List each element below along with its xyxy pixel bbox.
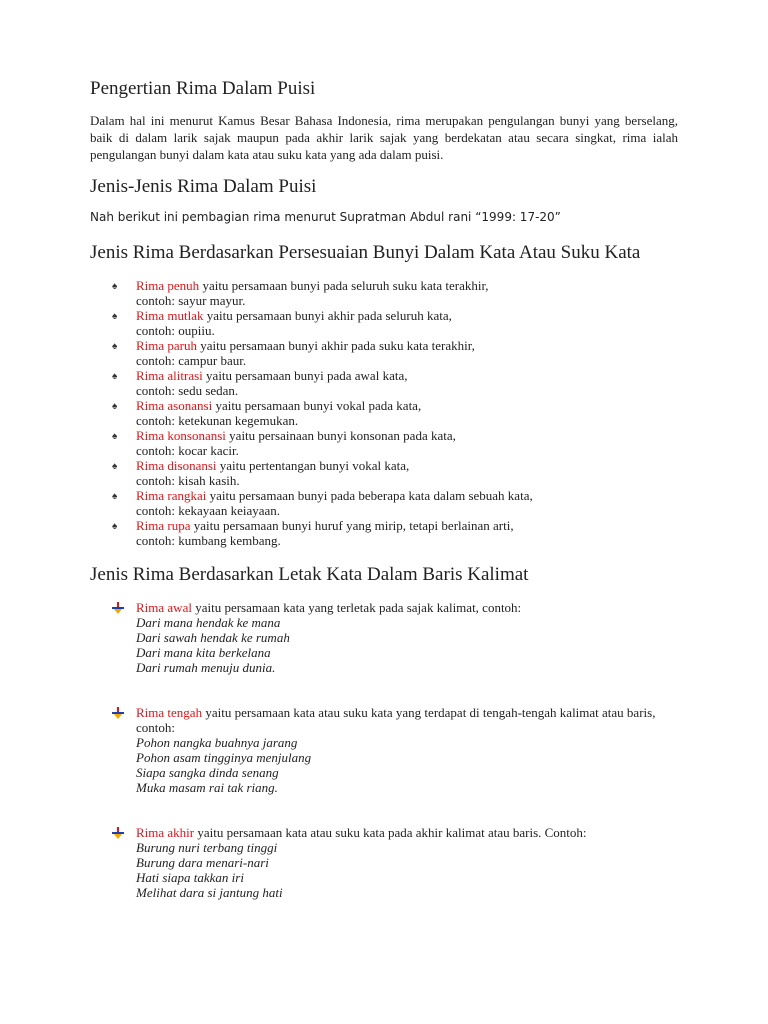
list-item bbox=[112, 458, 672, 488]
list-item bbox=[112, 278, 672, 308]
list-item bbox=[112, 398, 672, 428]
arrow-down-icon bbox=[112, 602, 124, 614]
poem-line: Pohon nangka buahnya jarang bbox=[136, 735, 298, 750]
desc: yaitu persamaan bunyi akhir pada suku kata terakhir, bbox=[197, 338, 475, 353]
term: Rima awal bbox=[136, 600, 192, 615]
example: contoh: sayur mayur. bbox=[136, 293, 246, 308]
example: contoh: sedu sedan. bbox=[136, 383, 239, 398]
intro-paragraph: Dalam hal ini menurut Kamus Besar Bahasa Indonesia, rima merupakan pengulangan bunyi yang berselang, baik di dalam larik sajak maupun pada akhir larik sajak yang berdekatan atau secara singkat, rima ialah pengulangan bunyi dalam kata atau suku kata yang ada dalam puisi. bbox=[90, 113, 678, 162]
desc: yaitu persamaan bunyi pada awal kata, bbox=[202, 368, 408, 383]
term: Rima penuh bbox=[136, 278, 200, 293]
spade-icon: ♠ bbox=[112, 341, 118, 352]
desc: yaitu persainaan bunyi konsonan pada kata, bbox=[225, 428, 456, 443]
term: Rima disonansi bbox=[136, 458, 217, 473]
spade-icon: ♠ bbox=[112, 431, 118, 442]
example: contoh: oupiiu. bbox=[136, 323, 215, 338]
example: contoh: ketekunan kegemukan. bbox=[136, 413, 299, 428]
term: Rima akhir bbox=[136, 825, 195, 840]
list-item bbox=[112, 428, 672, 458]
poem-line: Melihat dara si jantung hati bbox=[136, 885, 283, 900]
bunyi-list bbox=[112, 278, 672, 548]
list-item bbox=[112, 825, 672, 900]
list-item bbox=[112, 488, 672, 518]
arrow-down-icon bbox=[112, 707, 124, 719]
source-line: Nah berikut ini pembagian rima menurut Supratman Abdul rani “1999: 17-20” bbox=[90, 210, 561, 224]
example: contoh: kisah kasih. bbox=[136, 473, 240, 488]
desc: yaitu persamaan kata atau suku kata pada akhir kalimat atau baris. Contoh: bbox=[194, 825, 587, 840]
term: Rima tengah bbox=[136, 705, 203, 720]
example: contoh: kumbang kembang. bbox=[136, 533, 281, 548]
term: Rima asonansi bbox=[136, 398, 213, 413]
poem-line: Burung dara menari-nari bbox=[136, 855, 269, 870]
poem-line: Pohon asam tingginya menjulang bbox=[136, 750, 312, 765]
poem-line: Dari rumah menuju dunia. bbox=[136, 660, 276, 675]
term: Rima paruh bbox=[136, 338, 198, 353]
term: Rima mutlak bbox=[136, 308, 204, 323]
desc: yaitu persamaan kata yang terletak pada sajak kalimat, contoh: bbox=[191, 600, 522, 615]
list-item bbox=[112, 705, 672, 795]
spade-icon: ♠ bbox=[112, 371, 118, 382]
list-item bbox=[112, 338, 672, 368]
term: Rima rangkai bbox=[136, 488, 207, 503]
list-item bbox=[112, 518, 672, 548]
desc: yaitu persamaan kata atau suku kata yang terdapat di tengah-tengah kalimat atau baris, contoh: bbox=[136, 705, 656, 735]
poem-line: Hati siapa takkan iri bbox=[136, 870, 244, 885]
list-item bbox=[112, 368, 672, 398]
spade-icon: ♠ bbox=[112, 311, 118, 322]
poem-line: Burung nuri terbang tinggi bbox=[136, 840, 278, 855]
desc: yaitu persamaan bunyi akhir pada seluruh kata, bbox=[203, 308, 452, 323]
desc: yaitu persamaan bunyi pada seluruh suku kata terakhir, bbox=[199, 278, 489, 293]
heading-pengertian: Pengertian Rima Dalam Puisi bbox=[90, 78, 316, 99]
arrow-down-icon bbox=[112, 827, 124, 839]
list-item bbox=[112, 600, 672, 675]
term: Rima alitrasi bbox=[136, 368, 203, 383]
desc: yaitu pertentangan bunyi vokal kata, bbox=[216, 458, 410, 473]
poem-line: Muka masam rai tak riang. bbox=[136, 780, 278, 795]
heading-jenis-jenis: Jenis-Jenis Rima Dalam Puisi bbox=[90, 176, 317, 197]
poem-line: Siapa sangka dinda senang bbox=[136, 765, 279, 780]
heading-letak-kata: Jenis Rima Berdasarkan Letak Kata Dalam Baris Kalimat bbox=[90, 564, 529, 585]
example: contoh: kocar kacir. bbox=[136, 443, 239, 458]
poem-line: Dari mana kita berkelana bbox=[136, 645, 271, 660]
example: contoh: campur baur. bbox=[136, 353, 247, 368]
example: contoh: kekayaan keiayaan. bbox=[136, 503, 281, 518]
poem-line: Dari mana hendak ke mana bbox=[136, 615, 281, 630]
desc: yaitu persamaan bunyi huruf yang mirip, tetapi berlainan arti, bbox=[190, 518, 514, 533]
spade-icon: ♠ bbox=[112, 401, 118, 412]
term: Rima rupa bbox=[136, 518, 191, 533]
spade-icon: ♠ bbox=[112, 521, 118, 532]
poem-line: Dari sawah hendak ke rumah bbox=[136, 630, 290, 645]
spade-icon: ♠ bbox=[112, 281, 118, 292]
letak-list bbox=[112, 600, 672, 900]
desc: yaitu persamaan bunyi vokal pada kata, bbox=[212, 398, 422, 413]
spade-icon: ♠ bbox=[112, 491, 118, 502]
heading-persesuaian-bunyi: Jenis Rima Berdasarkan Persesuaian Bunyi Dalam Kata Atau Suku Kata bbox=[90, 242, 641, 263]
spade-icon: ♠ bbox=[112, 461, 118, 472]
term: Rima konsonansi bbox=[136, 428, 226, 443]
list-item bbox=[112, 308, 672, 338]
desc: yaitu persamaan bunyi pada beberapa kata dalam sebuah kata, bbox=[206, 488, 533, 503]
